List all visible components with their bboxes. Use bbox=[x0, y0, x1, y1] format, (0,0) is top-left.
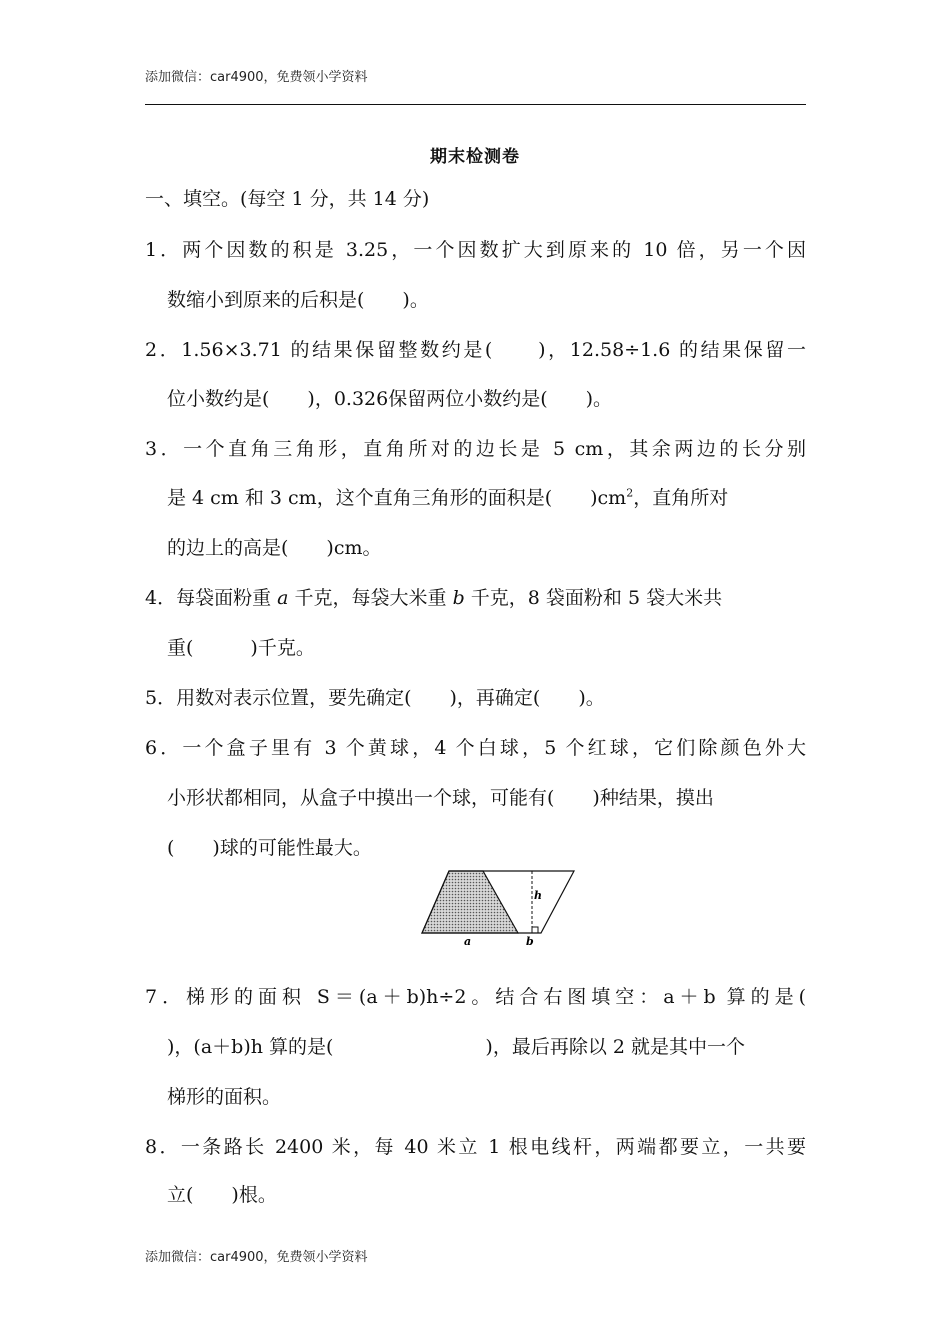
q3-line2-tail: ，直角所对 bbox=[633, 487, 729, 509]
q4-line2: 重( )千克。 bbox=[167, 637, 315, 659]
shaded-trapezoid bbox=[422, 871, 518, 933]
label-a: a bbox=[464, 935, 472, 948]
footer-note: 添加微信：car4900，免费领小学资料 bbox=[145, 1250, 368, 1265]
header-rule bbox=[145, 104, 806, 105]
q4-text-3: 千克，8 袋面粉和 5 袋大米共 bbox=[464, 587, 723, 609]
q7-line1: 7．梯形的面积 S＝(a＋b)h÷2。结合右图填空：a＋b 算的是( bbox=[145, 986, 806, 1008]
q8-line1: 8．一条路长 2400 米，每 40 米立 1 根电线杆，两端都要立，一共要 bbox=[145, 1136, 806, 1158]
q5-line1: 5．用数对表示位置，要先确定( )，再确定( )。 bbox=[145, 687, 605, 709]
trapezoid-parallelogram-figure bbox=[418, 866, 580, 950]
q3-line1: 3．一个直角三角形，直角所对的边长是 5 cm，其余两边的长分别 bbox=[145, 438, 806, 460]
q4-var-b: b bbox=[452, 587, 465, 609]
q8-line2: 立( )根。 bbox=[167, 1184, 277, 1206]
label-h: h bbox=[534, 889, 542, 902]
q6-line2: 小形状都相同，从盒子中摸出一个球，可能有( )种结果，摸出 bbox=[167, 787, 714, 809]
q3-superscript: 2 bbox=[626, 486, 634, 500]
label-b: b bbox=[526, 935, 534, 948]
q4-line1 bbox=[145, 585, 722, 611]
q2-line2: 位小数约是( )，0.326保留两位小数约是( )。 bbox=[167, 388, 613, 410]
q6-line3: ( )球的可能性最大。 bbox=[167, 837, 372, 859]
document-title: 期末检测卷 bbox=[430, 147, 520, 167]
q3-line3: 的边上的高是( )cm。 bbox=[167, 537, 382, 559]
q3-line2 bbox=[167, 485, 728, 511]
q7-line3: 梯形的面积。 bbox=[167, 1086, 282, 1108]
q4-text-1: 4．每袋面粉重 bbox=[145, 587, 278, 609]
header-note: 添加微信：car4900，免费领小学资料 bbox=[145, 70, 368, 85]
q4-text-2: 千克，每袋大米重 bbox=[288, 587, 453, 609]
q4-var-a: a bbox=[277, 587, 289, 609]
q2-line1: 2．1.56×3.71 的结果保留整数约是( )，12.58÷1.6 的结果保留一 bbox=[145, 339, 806, 361]
section-heading: 一、填空。(每空 1 分，共 14 分) bbox=[145, 188, 430, 210]
q6-line1: 6．一个盒子里有 3 个黄球，4 个白球，5 个红球，它们除颜色外大 bbox=[145, 737, 806, 759]
q7-line2: )，(a＋b)h 算的是( )，最后再除以 2 就是其中一个 bbox=[167, 1036, 745, 1058]
right-angle-mark bbox=[532, 927, 538, 933]
q3-line2-text: 是 4 cm 和 3 cm，这个直角三角形的面积是( )cm bbox=[167, 487, 627, 509]
q1-line2: 数缩小到原来的后积是( )。 bbox=[167, 289, 429, 311]
q1-line1: 1．两个因数的积是 3.25，一个因数扩大到原来的 10 倍，另一个因 bbox=[145, 239, 806, 261]
